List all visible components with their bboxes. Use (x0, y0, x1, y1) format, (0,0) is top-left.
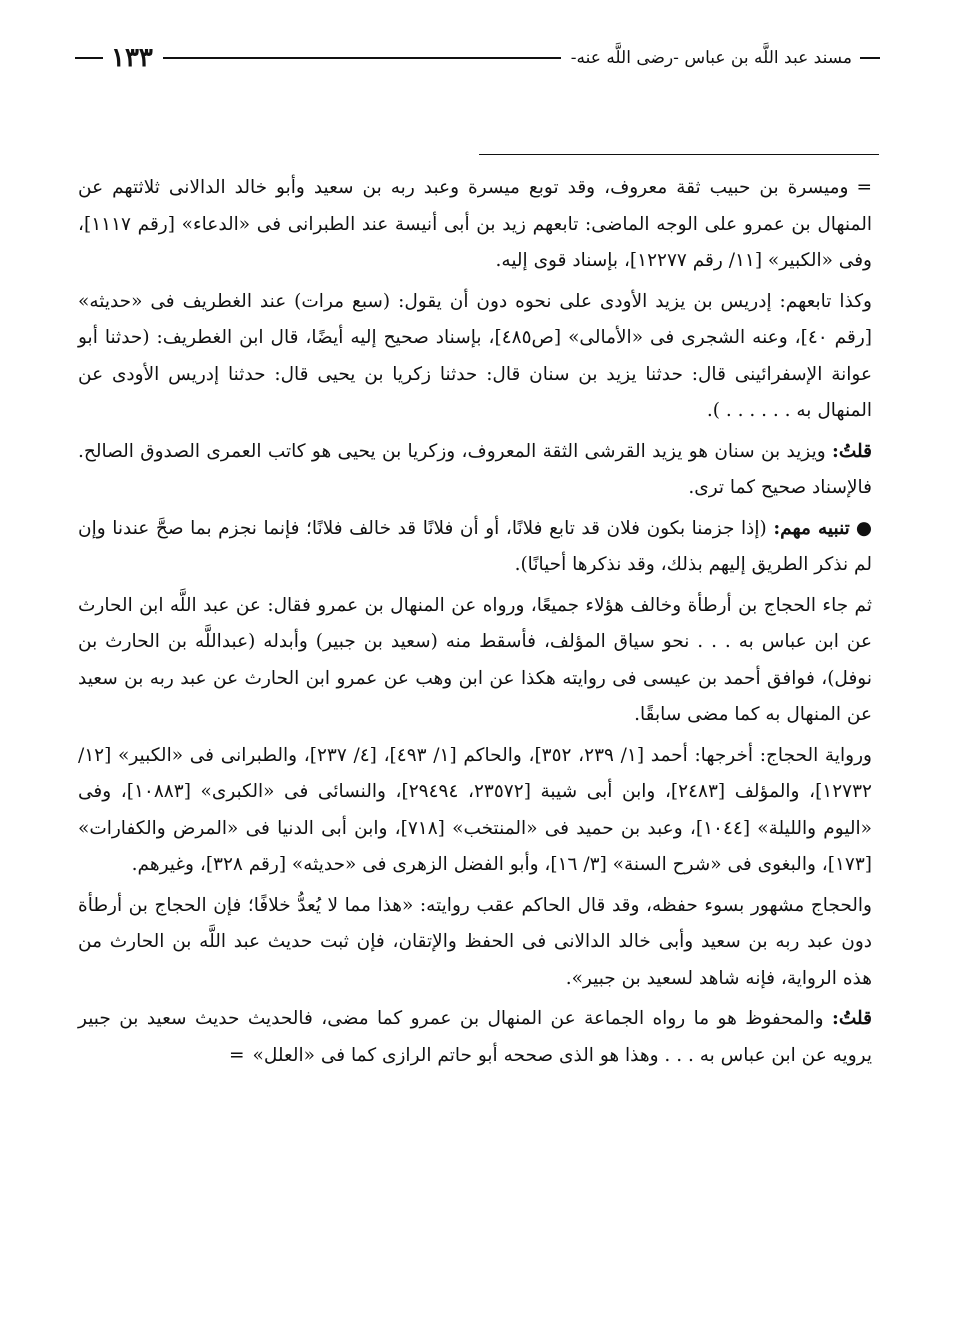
paragraph-text: ورواية الحجاج: أخرجها: أحمد [١/ ٢٣٩، ٣٥٢]، والحاكم [١/ ٤٩٣]، [٤/ ٢٣٧]، والطبرانى فى «الكبير» [١٢/ ١٢٧٣٢]، والمؤلف [٢٤٨٣]، وابن أبى شيبة [٢٣٥٧٢، ٢٩٤٩٤]، والنسائى فى «الكبرى» [١٠٨٨٣]، وفى «اليوم والليلة» [١٠٤٤]، وعبد بن حميد فى «المنتخب» [٧١٨]، وابن أبى الدنيا فى «المرض والكفارات» [١٧٣]، والبغوى فى «شرح السنة» [٣/ ١٦]، وأبو الفضل الزهرى فى «حديثه» [رقم ٣٢٨]، وغيرهم. (78, 744, 872, 875)
paragraph-text: والحجاج مشهور بسوء حفظه، وقد قال الحاكم عقب روايته: «هذا مما لا يُعدُّ خلافًا؛ فإن الحجاج بن أرطأة دون عبد ربه بن سعيد وأبى خالد الدالانى فى الحفظ والإتقان، فإن ثبت حديث عبد اللَّه بن الحارث من هذه الرواية، فإنه شاهد لسعيد بن جبير». (78, 894, 872, 989)
paragraph-8 (78, 1001, 872, 1074)
paragraph-2 (78, 284, 872, 430)
header-dash-left (75, 57, 103, 59)
paragraph-text: ويزيد بن سنان هو يزيد القرشى الثقة المعروف، وزكريا بن يحيى هو كاتب العمرى الصدوق الصالح. فالإسناد صحيح كما ترى. (78, 440, 872, 498)
paragraph-text: وميسرة بن حبيب ثقة معروف، وقد توبع ميسرة وعبد ربه بن سعيد وأبو خالد الدالانى ثلاثتهم عن المنهال بن عمرو على الوجه الماضى: تابعهم زيد بن أبى أنيسة عند الطبرانى فى «الدعاء» [رقم ١١١٧]، وفى «الكبير» [١١/ رقم ١٢٢٧٧]، بإسناد قوى إليه. (78, 177, 872, 271)
paragraph-5 (78, 588, 872, 734)
paragraph-6 (78, 738, 872, 884)
paragraph-lead: تنبيه مهم: (773, 517, 850, 539)
page-number: ١٣٣ (111, 43, 153, 73)
paragraph-text: (إذا جزمنا بكون فلان قد تابع فلانًا، أو أن فلانًا قد خالف فلانًا؛ فإنما نجزم بما صحَّ عندنا وإن لم نذكر الطريق إليهم بذلك، وقد نذكرها أحيانًا). (78, 517, 872, 575)
paragraph-lead: قلتُ: (832, 440, 872, 462)
header-dash-right (860, 57, 880, 59)
header-rule (163, 57, 561, 59)
paragraph-text: ثم جاء الحجاج بن أرطأة وخالف هؤلاء جميعًا، ورواه عن المنهال بن عمرو فقال: عن عبد اللَّه ابن الحارث عن ابن عباس به . . . نحو سياق المؤلف، فأسقط منه (سعيد بن جبير) وأبدله (عبداللَّه بن الحارث بن نوفل)، فوافق أحمد بن عيسى فى روايته هكذا عن ابن وهب عن عمرو ابن الحارث عن عبد ربه بن سعيد عن المنهال به كما مضى سابقًا. (78, 594, 872, 725)
running-header (75, 40, 880, 76)
continuation-mark-start: = (856, 177, 872, 198)
paragraph-lead: قلتُ: (832, 1008, 872, 1029)
paragraph-4 (78, 511, 872, 584)
paragraph-text: والمحفوظ هو ما رواه الجماعة عن المنهال بن عمرو كما مضى، فالحديث حديث سعيد بن جبير يرويه عن ابن عباس به . . . وهذا هو الذى صححه أبو حاتم الرازى كما فى «العلل» (78, 1008, 872, 1066)
paragraph-1 (78, 170, 872, 280)
paragraph-text: وكذا تابعهم: إدريس بن يزيد الأودى على نحوه دون أن يقول: (سبع مرات) عند الغطريف فى «حديثه» [رقم ٤٠]، وعنه الشجرى فى «الأمالى» [ص٤٨٥]، بإسناد صحيح إليه أيضًا، قال ابن الغطريف: (حدثنا أبو عوانة الإسفرائينى قال: حدثنا يزيد بن سنان قال: حدثنا زكريا بن يحيى قال: حدثنا إدريس الأودى عن المنهال به . . . . . . ). (78, 290, 872, 421)
running-title: مسند عبد اللَّه بن عباس -رضى اللَّه عنه- (570, 48, 852, 68)
bullet-icon: ● (855, 517, 872, 539)
footnote-text (78, 170, 872, 1078)
footnote-separator (479, 154, 879, 155)
continuation-mark-end: = (228, 1044, 245, 1066)
paragraph-7 (78, 888, 872, 998)
paragraph-3 (78, 434, 872, 507)
